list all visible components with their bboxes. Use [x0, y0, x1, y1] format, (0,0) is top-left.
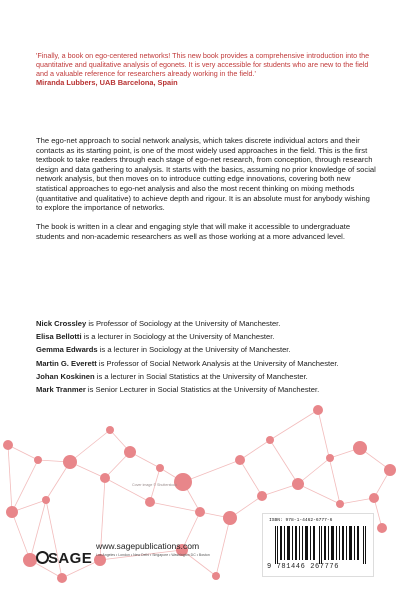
author-description: is a lecturer in Sociology at the University of Manchester. [97, 345, 291, 355]
barcode-number: 9 781446 267776 [267, 563, 340, 571]
author-bio [36, 345, 376, 355]
book-description [36, 136, 376, 251]
quote-text: 'Finally, a book on ego-centered networks! This new book provides a comprehensive introduction into the quantitative and qualitative analysis of egonets. It is very accessible for students who are new to the field and a valuable reference for researchers already working in the field.' [36, 51, 370, 79]
author-description: is Senior Lecturer in Social Statistics at the University of Manchester. [85, 384, 320, 394]
endorsement-quote [36, 51, 376, 87]
author-description: is a lecturer in Social Statistics at the University of Manchester. [94, 371, 308, 381]
publisher-url[interactable]: www.sagepublications.com [96, 541, 200, 551]
quote-attribution: Miranda Lubbers, UAB Barcelona, Spain [36, 78, 178, 88]
image-credit: Cover image © Shutterstock [132, 483, 177, 487]
publisher-name: SAGE [48, 550, 93, 567]
author-bio [36, 332, 376, 342]
sage-logo [36, 548, 96, 570]
barcode [262, 513, 374, 577]
author-description: is Professor of Sociology at the University of Manchester. [86, 319, 281, 328]
author-name: Elisa Bellotti [36, 332, 82, 342]
author-name: Martin G. Everett [36, 358, 97, 368]
author-name: Johan Koskinen [36, 371, 95, 381]
author-bio [36, 372, 376, 382]
publisher-cities: Los Angeles • London • New Delhi • Singapore • Washington DC • Boston [96, 553, 210, 557]
author-bio [36, 385, 376, 395]
author-bio [36, 319, 376, 329]
description-paragraph: The book is written in a clear and engaging style that will make it accessible to undergraduate students and non-academic researchers as well as those working at a more advanced level. [36, 222, 351, 241]
author-bios [36, 319, 376, 398]
author-name: Mark Tranmer [36, 384, 86, 394]
description-paragraph: The ego-net approach to social network analysis, which takes discrete individual actors and their contacts as its starting point, is one of the most widely used approaches in the field. This is the first textbook to take readers through each stage of ego-net research, from conception, through research design and data gathering to analysis. It starts with the basics, assuming no prior knowledge of social network analysis, but then moves on to introduce cutting edge innovations, covering both new statistical approaches to ego-net analysis and also the most recent thinking on mixing methods (quantitative and qualitative) to achieve depth and rigour. It is an absolute must for anybody wishing to explore the importance of networks. [36, 136, 376, 213]
author-description: is a lecturer in Sociology at the University of Manchester. [81, 332, 275, 342]
barcode-bars [275, 526, 367, 564]
author-description: is Professor of Social Network Analysis at the University of Manchester. [96, 358, 339, 368]
author-bio [36, 359, 376, 369]
author-name: Nick Crossley [36, 319, 87, 328]
author-name: Gemma Edwards [36, 345, 98, 355]
isbn-label: ISBN: 978-1-4462-6777-6 [269, 518, 333, 523]
